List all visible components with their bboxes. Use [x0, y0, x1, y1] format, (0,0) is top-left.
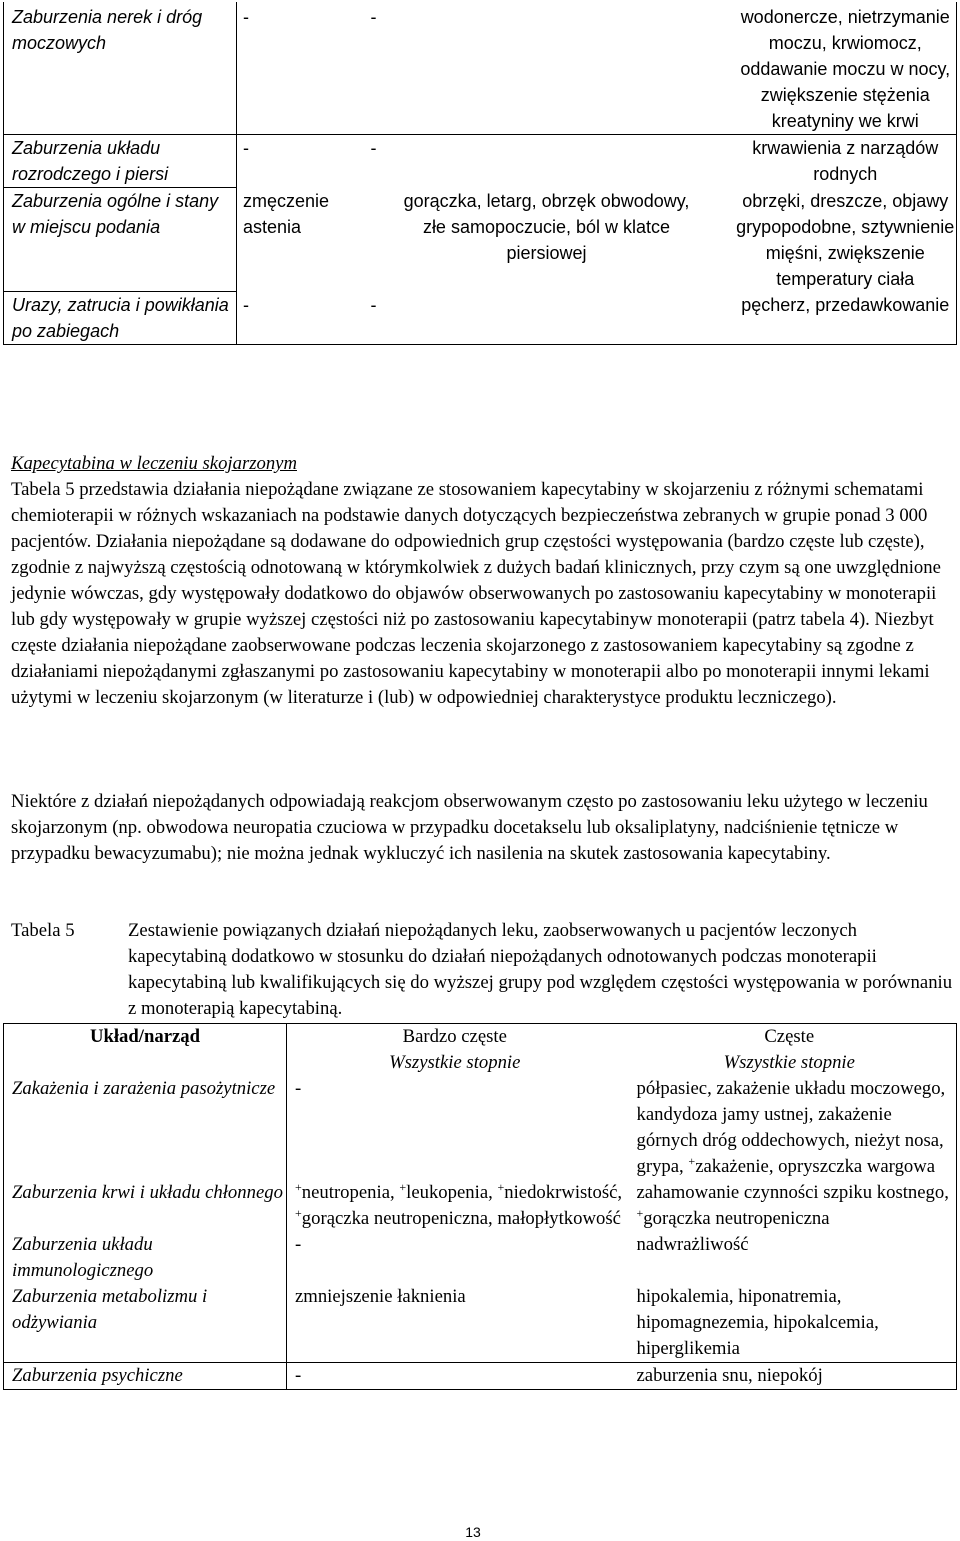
value-cell: krwawienia z narządów rodnych [729, 135, 957, 188]
adverse-events-table-continued [3, 2, 957, 345]
common-cell: zaburzenia snu, niepokój [623, 1363, 957, 1390]
table-caption-label: Tabela 5 [11, 920, 75, 941]
section-heading: Kapecytabina w leczeniu skojarzonym [11, 453, 297, 474]
value-cell: zmęczenie astenia [243, 190, 330, 237]
table-row [4, 1180, 957, 1232]
value-cell: pęcherz, przedawkowanie [729, 292, 957, 345]
very-common-cell: zmniejszenie łaknienia [295, 1286, 466, 1307]
value-cell: - [243, 7, 249, 27]
value-cell: - [365, 135, 475, 188]
paragraph: Niektóre z działań niepożądanych odpowiadają reakcjom obserwowanym często po zastosowaniu leku użytego w leczeniu skojarzonym (np. obwodowa neuropatia czuciowa w przypadku docetakselu lub oksaliplatyny, nadciśnienie tętnicze w przypadku bewacyzumabu); nie można jednak wykluczyć ich nasilenia na skutek zastosowania kapecytabiny. [11, 791, 928, 864]
column-header: Częste Wszystkie stopnie [623, 1024, 957, 1077]
combination-adverse-events-table [3, 1023, 957, 1390]
table-row [4, 1232, 957, 1284]
category-cell: Zaburzenia układu rozrodczego i piersi [4, 135, 237, 188]
value-cell: gorączka, letarg, obrzęk obwodowy, złe samopoczucie, ból w klatce piersiowej [403, 190, 690, 263]
table-row [4, 2, 957, 135]
paragraph: Tabela 5 przedstawia działania niepożądane związane ze stosowaniem kapecytabiny w skojarzeniu z różnymi schematami chemioterapii w różnych wskazaniach na podstawie danych dotyczących bezpieczeństwa zebranych w grupie ponad 3 000 pacjentów. Działania niepożądane są dodawane do odpowiednich grup częstości występowania (bardzo częste lub częste), zgodnie z najwyższą częstością odnotowaną w którymkolwiek z dużych badań klinicznych, przy czym są one uwzględnione jedynie wówczas, gdy występowały dodatkowo do objawów obserwowanych po zastosowaniu kapecytabiny w monoterapii lub gdy występowały w grupie wyższej częstości niż po zastosowaniu kapecytabinyw monoterapii (patrz tabela 4). Niezbyt częste działania niepożądane zaobserwowane podczas leczenia skojarzonego z zastosowaniem kapecytabiny są zgodne z działaniami niepożądanymi zgłaszanymi po zastosowaniu kapecytabiny w monoterapii albo po monoterapii innymi lekami użytymi w leczeniu skojarzonym (w literaturze i (lub) w odpowiedniej charakterystyce produktu leczniczego). [11, 479, 941, 708]
very-common-cell: +neutropenia, +leukopenia, +niedokrwistość, +gorączka neutropeniczna, małopłytkowość [295, 1180, 623, 1229]
page-number: 13 [465, 1524, 481, 1540]
category-cell: Urazy, zatrucia i powikłania po zabiegach [4, 292, 237, 345]
common-cell: hipokalemia, hiponatremia, hipomagnezemia, hipokalcemia, hiperglikemia [623, 1284, 957, 1363]
very-common-cell: - [295, 1078, 302, 1099]
category-cell: Zaburzenia układu immunologicznego [4, 1232, 287, 1284]
common-cell: półpasiec, zakażenie układu moczowego, kandydoza jamy ustnej, zakażenie górnych dróg oddechowych, nieżyt nosa, grypa, +zakażenie, opryszczka wargowa [623, 1076, 957, 1180]
table-header-row [4, 1024, 957, 1077]
value-cell: - [365, 292, 475, 345]
value-cell: wodonercze, nietrzymanie moczu, krwiomocz, oddawanie moczu w nocy, zwiększenie stężenia kreatyniny we krwi [729, 2, 957, 135]
common-cell: nadwrażliwość [623, 1232, 957, 1284]
table-row [4, 1076, 957, 1180]
column-header: Układ/narząd [4, 1024, 287, 1077]
very-common-cell: - [295, 1234, 302, 1255]
very-common-cell: - [287, 1363, 623, 1390]
value-cell: obrzęki, dreszcze, objawy grypopodobne, sztywnienie mięśni, zwiększenie temperatury ciała [729, 188, 957, 292]
column-header: Bardzo częste Wszystkie stopnie [287, 1024, 623, 1077]
table-row [4, 1363, 957, 1390]
table-row [4, 1284, 957, 1363]
table-row [4, 188, 957, 292]
category-cell: Zaburzenia krwi i układu chłonnego [4, 1180, 287, 1232]
value-cell: - [237, 135, 365, 188]
category-cell: Zaburzenia ogólne i stany w miejscu podania [4, 188, 237, 292]
table-row [4, 292, 957, 345]
value-cell: - [237, 292, 365, 345]
table-row [4, 135, 957, 188]
category-cell: Zaburzenia nerek i dróg moczowych [4, 2, 237, 135]
table-caption-text: Zestawienie powiązanych działań niepożądanych leku, zaobserwowanych u pacjentów leczonych kapecytabiną dodatkowo w stosunku do działań niepożądanych odnotowanych podczas monoterapii kapecytabiną lub kwalifikujących się do wyższej grupy pod względem częstości występowania w porównaniu z monoterapią kapecytabiną. [128, 920, 953, 1019]
value-cell: - [370, 7, 377, 27]
category-cell: Zakażenia i zarażenia pasożytnicze [4, 1076, 287, 1180]
category-cell: Zaburzenia psychiczne [4, 1363, 287, 1390]
common-cell: zahamowanie czynności szpiku kostnego, +gorączka neutropeniczna [623, 1180, 957, 1232]
category-cell: Zaburzenia metabolizmu i odżywiania [4, 1284, 287, 1363]
